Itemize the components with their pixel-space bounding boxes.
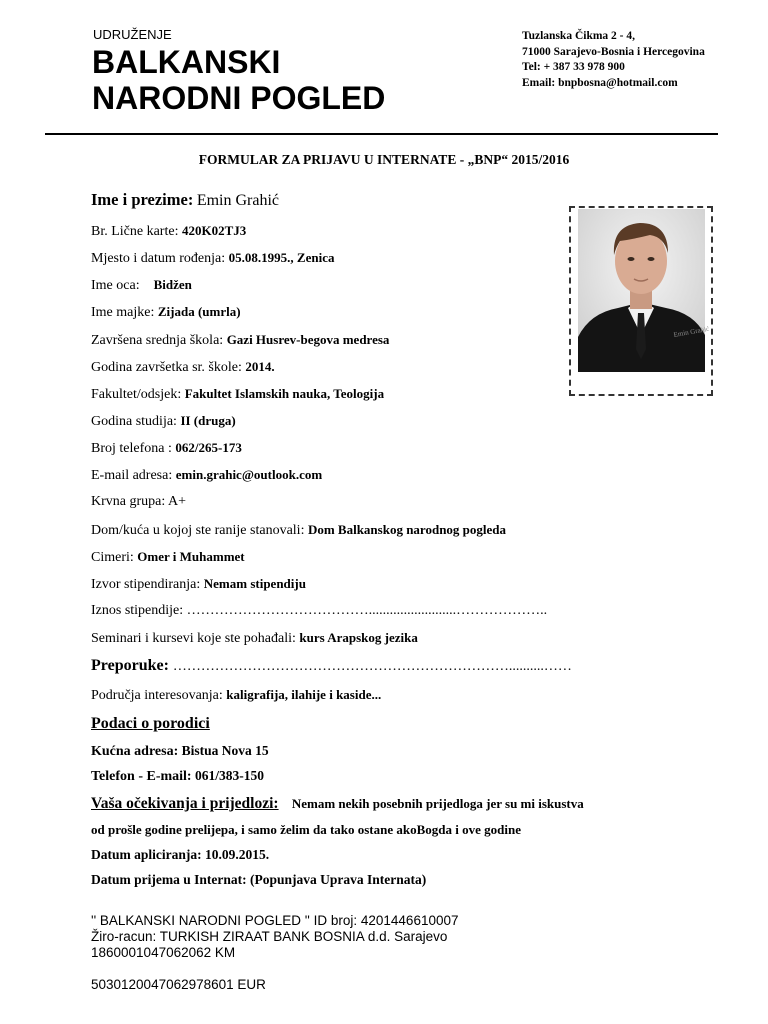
field-phone [91,440,242,457]
seminars-label: Seminari i kursevi koje ste pohađali: [91,631,296,646]
field-seminars [91,630,418,647]
school-year-label: Godina završetka sr. škole: [91,360,242,375]
field-blood [91,494,186,510]
family-contact [91,768,264,785]
expectations-label: Vaša očekivanja i prijedlozi: [91,795,279,812]
organization-name [92,44,385,116]
footer-line2: Žiro-racun: TURKISH ZIRAAT BANK BOSNIA d.d. Sarajevo [91,929,448,944]
application-date-value: 10.09.2015. [205,847,270,862]
svg-text:Emin Grahić: Emin Grahić [672,324,710,339]
recommendations-value: ………………………………………………………………..........…… [172,659,572,674]
field-scholarship-source [91,576,306,593]
field-dorm [91,522,506,539]
org-phone: Tel: + 387 33 978 900 [522,61,625,73]
interests-label: Područja interesovanja: [91,688,223,703]
address-line1: Tuzlanska Čikma 2 - 4, [522,30,636,42]
expectations [91,795,584,813]
applicant-photo [578,209,710,372]
contact-block [522,29,705,91]
expectations-line2: od prošle godine prelijepa, i samo želim da tako ostane akoBogda i ove godine [91,822,521,837]
school-value: Gazi Husrev-begova medresa [226,332,390,347]
school-year-value: 2014. [245,359,275,374]
email-value: emin.grahic@outlook.com [175,467,323,482]
family-heading: Podaci o porodici [91,715,210,732]
interests-value: kaligrafija, ilahije i kaside... [226,687,382,702]
email-label: E-mail adresa: [91,468,173,483]
scholarship-source-value: Nemam stipendiju [203,576,306,591]
field-study-year [91,413,236,430]
form-title: FORMULAR ZA PRIJAVU U INTERNATE - „BNP“ 2015/2016 [198,152,570,167]
faculty-value: Fakultet Islamskih nauka, Teologija [184,386,385,401]
field-name [91,190,279,210]
id-card-label: Br. Lične karte: [91,224,179,239]
org-email: Email: bnpbosna@hotmail.com [522,76,678,89]
blood-value: A+ [168,494,187,509]
field-roommates [91,549,245,566]
org-name-line1: BALKANSKI [92,44,281,80]
id-card-value: 420K02TJ3 [181,223,247,238]
footer-line3: 1860001047062062 KM [91,945,236,960]
field-faculty [91,386,384,403]
footer-bank-info [91,913,459,993]
faculty-label: Fakultet/odsjek: [91,387,182,402]
address-line2: 71000 Sarajevo-Bosnia i Hercegovina [522,45,705,58]
scholarship-amount-label: Iznos stipendije: [91,603,184,618]
family-contact-label: Telefon - E-mail: [91,769,192,784]
name-label: Ime i prezime: [91,190,194,209]
blood-label: Krvna grupa: [91,494,166,509]
header-divider [45,133,718,135]
field-recommendations [91,657,572,675]
mother-label: Ime majke: [91,305,155,320]
field-birth [91,250,334,267]
expectations-line1: Nemam nekih posebnih prijedloga jer su mi iskustva [291,796,584,811]
family-address [91,743,269,760]
father-value: Bidžen [153,277,192,292]
admission-date-label: Datum prijema u Internat: [91,872,247,887]
field-father [91,277,192,294]
phone-label: Broj telefona : [91,441,172,456]
field-school-year [91,359,275,376]
footer-line4: 5030120047062978601 EUR [91,977,266,992]
association-label: UDRUŽENJE [93,27,172,42]
scholarship-amount-value: ………………………………….........................……………….. [186,603,548,618]
family-contact-value: 061/383-150 [194,768,264,783]
application-date-label: Datum apliciranja: [91,847,202,862]
dorm-value: Dom Balkanskog narodnog pogleda [307,522,507,537]
field-school [91,332,389,349]
footer-line1: '' BALKANSKI NARODNI POGLED '' ID broj: 4201446610007 [91,913,459,928]
field-scholarship-amount [91,603,547,619]
family-address-value: Bistua Nova 15 [181,743,269,758]
school-label: Završena srednja škola: [91,333,224,348]
birth-value: 05.08.1995., Zenica [228,250,335,265]
field-interests [91,687,381,704]
scholarship-source-label: Izvor stipendiranja: [91,577,201,592]
admission-date [91,872,426,888]
field-email [91,467,322,484]
birth-label: Mjesto i datum rođenja: [91,251,226,266]
application-date [91,847,269,863]
father-label: Ime oca: [91,278,140,293]
roommates-value: Omer i Muhammet [137,549,245,564]
org-name-line2: NARODNI POGLED [92,80,386,116]
family-address-label: Kućna adresa: [91,744,179,759]
admission-date-value: (Popunjava Uprava Internata) [249,872,427,887]
roommates-label: Cimeri: [91,550,134,565]
study-year-value: II (druga) [180,413,236,428]
field-mother [91,304,241,321]
dorm-label: Dom/kuća u kojoj ste ranije stanovali: [91,523,305,538]
seminars-value: kurs Arapskog jezika [299,630,418,645]
field-id-card [91,223,246,240]
recommendations-label: Preporuke: [91,657,169,674]
study-year-label: Godina studija: [91,414,177,429]
name-value: Emin Grahić [196,192,280,209]
mother-value: Zijada (umrla) [157,304,241,319]
phone-value: 062/265-173 [175,440,242,455]
